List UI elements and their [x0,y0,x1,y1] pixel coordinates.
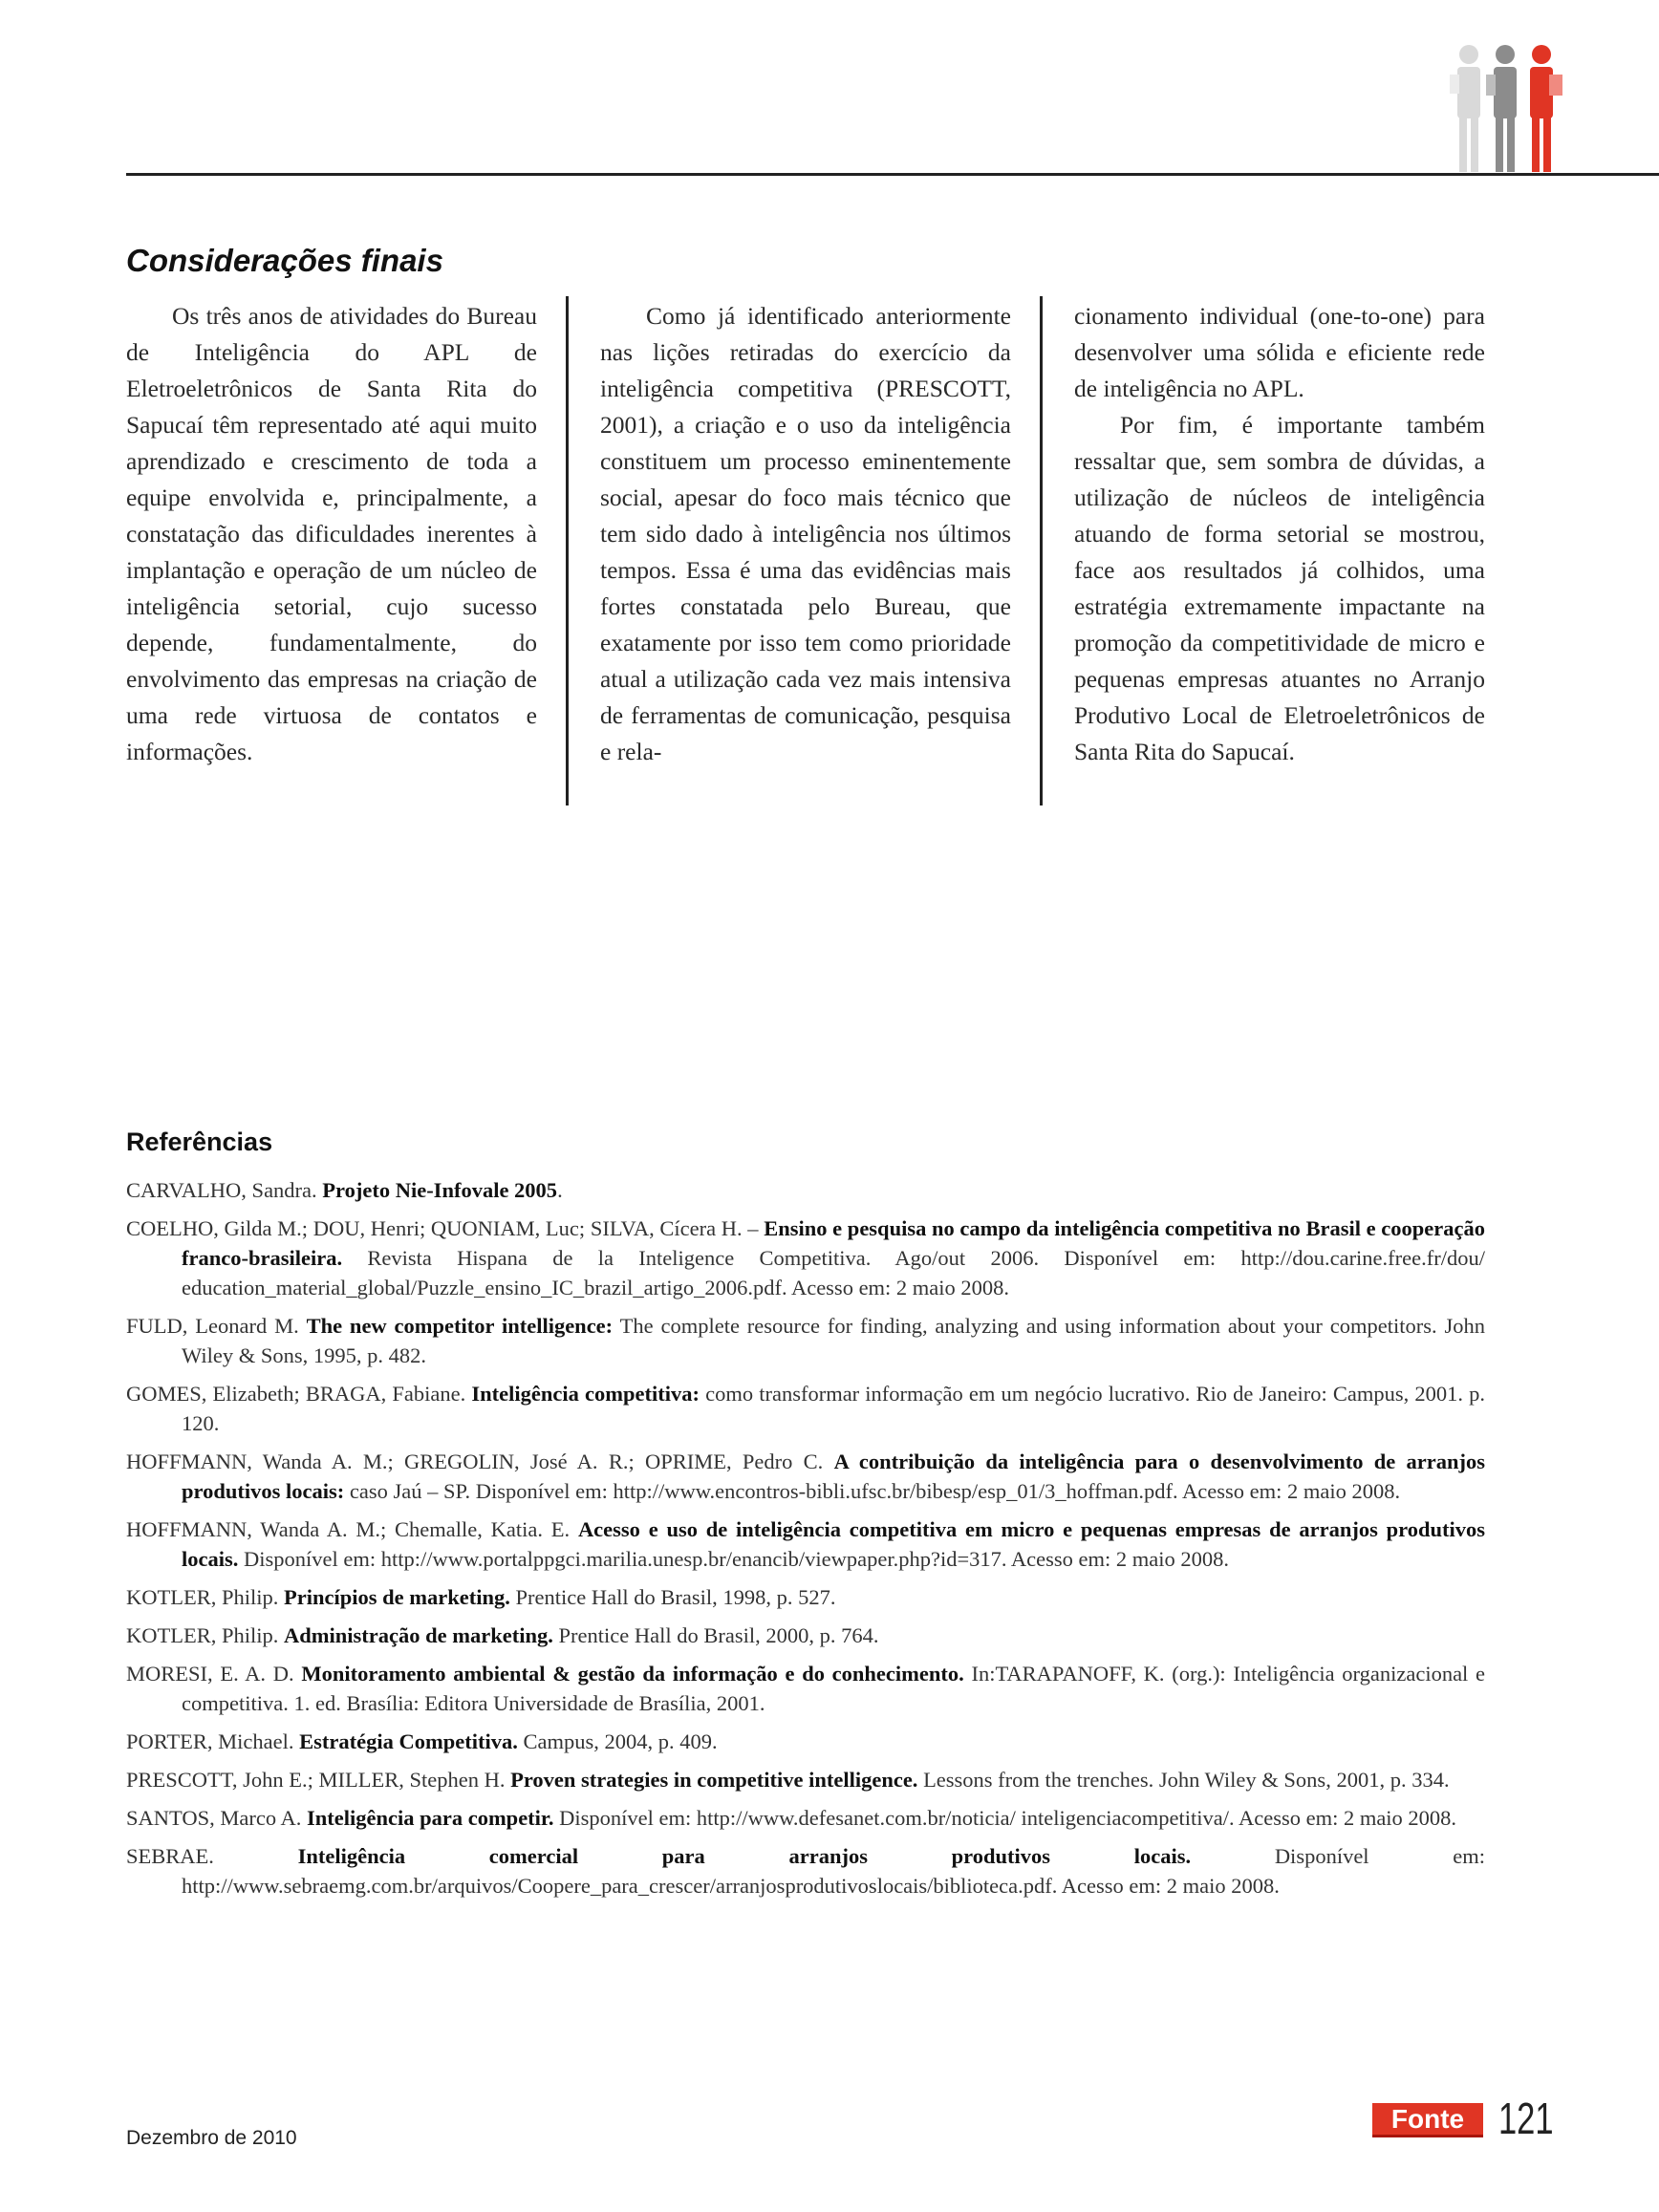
paragraph: cionamento individual (one-to-one) para desenvolver uma sólida e eficiente rede de inteligência no APL. [1074,302,1485,402]
reference-item [126,1841,1485,1901]
reference-authors: SEBRAE. [126,1844,298,1868]
reference-item [126,1379,1485,1438]
reference-details: Disponível em: http://www.defesanet.com.br/noticia/ inteligenciacompetitiva/. Acesso em: 2 maio 2008. [553,1806,1457,1830]
paragraph: Como já identificado anteriormente nas lições retiradas do exercício da inteligência competitiva (PRESCOTT, 2001), a criação e o uso da inteligência constituem um processo eminentemente social, apesar do foco mais técnico que tem sido dado à inteligência nos últimos tempos. Essa é uma das evidências mais fortes constatada pelo Bureau, que exatamente por isso tem como prioridade atual a utilização cada vez mais intensiva de ferramentas de comunicação, pesquisa e rela- [600,302,1011,765]
reference-authors: FULD, Leonard M. [126,1314,307,1338]
reference-item [126,1659,1485,1718]
reference-details: Revista Hispana de la Inteligence Competitiva. Ago/out 2006. Disponível em: http://dou.carine.free.fr/dou/ education_material_global/Puzzle_ensino_IC_brazil_artigo_2006.pdf. Acesso em: 2 maio 2008. [182,1246,1485,1299]
reference-title: Monitoramento ambiental & gestão da informação e do conhecimento. [301,1662,964,1686]
reference-title: Proven strategies in competitive intelligence. [510,1768,918,1792]
reference-title: Ensino e pesquisa no campo da inteligência competitiva no Brasil e cooperação franco-brasileira. [182,1216,1485,1270]
header-rule [126,173,1659,176]
reference-authors: KOTLER, Philip. [126,1623,285,1647]
reference-item [126,1803,1485,1833]
paragraph: Por fim, é importante também ressaltar que, sem sombra de dúvidas, a utilização de núcleos de inteligência atuando de forma setorial se mostrou, face aos resultados já colhidos, uma estratégia extremamente impactante na promoção da competitividade de micro e pequenas empresas atuantes no Arranjo Produtivo Local de Eletroeletrônicos de Santa Rita do Sapucaí. [1074,411,1485,765]
reference-details: Lessons from the trenches. John Wiley & Sons, 2001, p. 334. [917,1768,1450,1792]
footer-date: Dezembro de 2010 [126,2127,297,2149]
reference-details: The complete resource for finding, analyzing and using information about your competitors. John Wiley & Sons, 1995, p. 482. [182,1314,1485,1367]
reference-item [126,1765,1485,1794]
reference-item [126,1175,1485,1205]
reference-authors: HOFFMANN, Wanda A. M.; GREGOLIN, José A. R.; OPRIME, Pedro C. [126,1450,834,1473]
reference-details: Prentice Hall do Brasil, 2000, p. 764. [552,1623,879,1647]
reference-details: caso Jaú – SP. Disponível em: http://www.encontros-bibli.ufsc.br/bibesp/esp_01/3_hoffman.pdf. Acesso em: 2 maio 2008. [344,1479,1401,1503]
reference-title: Inteligência para competir. [306,1806,554,1830]
reference-title: Inteligência competitiva: [471,1382,700,1406]
reference-authors: GOMES, Elizabeth; BRAGA, Fabiane. [126,1382,472,1406]
reference-item [126,1582,1485,1612]
reference-details: In:TARAPANOFF, K. (org.): Inteligência organizacional e competitiva. 1. ed. Brasília: Editora Universidade de Brasília, 2001. [182,1662,1486,1715]
paragraph: Os três anos de atividades do Bureau de Inteligência do APL de Eletroeletrônicos de Santa Rita do Sapucaí têm representado até aqui muito aprendizado e crescimento de toda a equipe envolvida e, principalmente, a constatação das dificuldades inerentes à implantação e operação de um núcleo de inteligência setorial, cujo sucesso depende, fundamentalmente, do envolvimento das empresas na criação de uma rede virtuosa de contatos e informações. [126,302,537,765]
text-column-2 [600,298,1011,770]
reference-title: Estratégia Competitiva. [299,1729,518,1753]
reference-title: Princípios de marketing. [284,1585,510,1609]
reference-details: Disponível em: http://www.sebraemg.com.br/arquivos/Coopere_para_crescer/arranjosprodutivoslocais/biblioteca.pdf. Acesso em: 2 maio 2008. [182,1844,1485,1898]
section-title: Considerações finais [126,243,443,278]
reference-item [126,1213,1485,1302]
reference-title: Projeto Nie-Infovale 2005 [322,1178,558,1202]
people-figures-icon [1448,42,1582,174]
text-column-3 [1074,298,1485,770]
reference-details: . [557,1178,563,1202]
reference-authors: SANTOS, Marco A. [126,1806,307,1830]
reference-title: Acesso e uso de inteligência competitiva em micro e pequenas empresas de arranjos produtivos locais. [182,1517,1485,1571]
reference-details: Disponível em: http://www.portalppgci.marilia.unesp.br/enancib/viewpaper.php?id=317. Acesso em: 2 maio 2008. [238,1547,1230,1571]
reference-authors: CARVALHO, Sandra. [126,1178,323,1202]
reference-authors: KOTLER, Philip. [126,1585,285,1609]
reference-authors: HOFFMANN, Wanda A. M.; Chemalle, Katia. E. [126,1517,578,1541]
reference-title: Inteligência comercial para arranjos produtivos locais. [297,1844,1192,1868]
reference-item [126,1447,1485,1506]
text-column-1 [126,298,537,770]
reference-title: Administração de marketing. [284,1623,553,1647]
reference-item [126,1727,1485,1756]
reference-details: Prentice Hall do Brasil, 1998, p. 527. [509,1585,836,1609]
page-number: 121 [1498,2094,1554,2143]
reference-authors: MORESI, E. A. D. [126,1662,302,1686]
reference-title: A contribuição da inteligência para o desenvolvimento de arranjos produtivos locais: [182,1450,1485,1503]
reference-title: The new competitor intelligence: [306,1314,614,1338]
reference-details: como transformar informação em um negócio lucrativo. Rio de Janeiro: Campus, 2001. p. 120. [182,1382,1485,1435]
column-divider [1040,296,1043,805]
reference-details: Campus, 2004, p. 409. [517,1729,718,1753]
reference-item [126,1311,1485,1370]
reference-authors: PRESCOTT, John E.; MILLER, Stephen H. [126,1768,511,1792]
column-divider [566,296,569,805]
reference-item [126,1514,1485,1574]
reference-authors: COELHO, Gilda M.; DOU, Henri; QUONIAM, Luc; SILVA, Cícera H. – [126,1216,765,1240]
reference-item [126,1621,1485,1650]
references-list [126,1175,1485,1909]
magazine-logo: Fonte [1372,2103,1483,2137]
references-title: Referências [126,1127,273,1156]
reference-authors: PORTER, Michael. [126,1729,300,1753]
